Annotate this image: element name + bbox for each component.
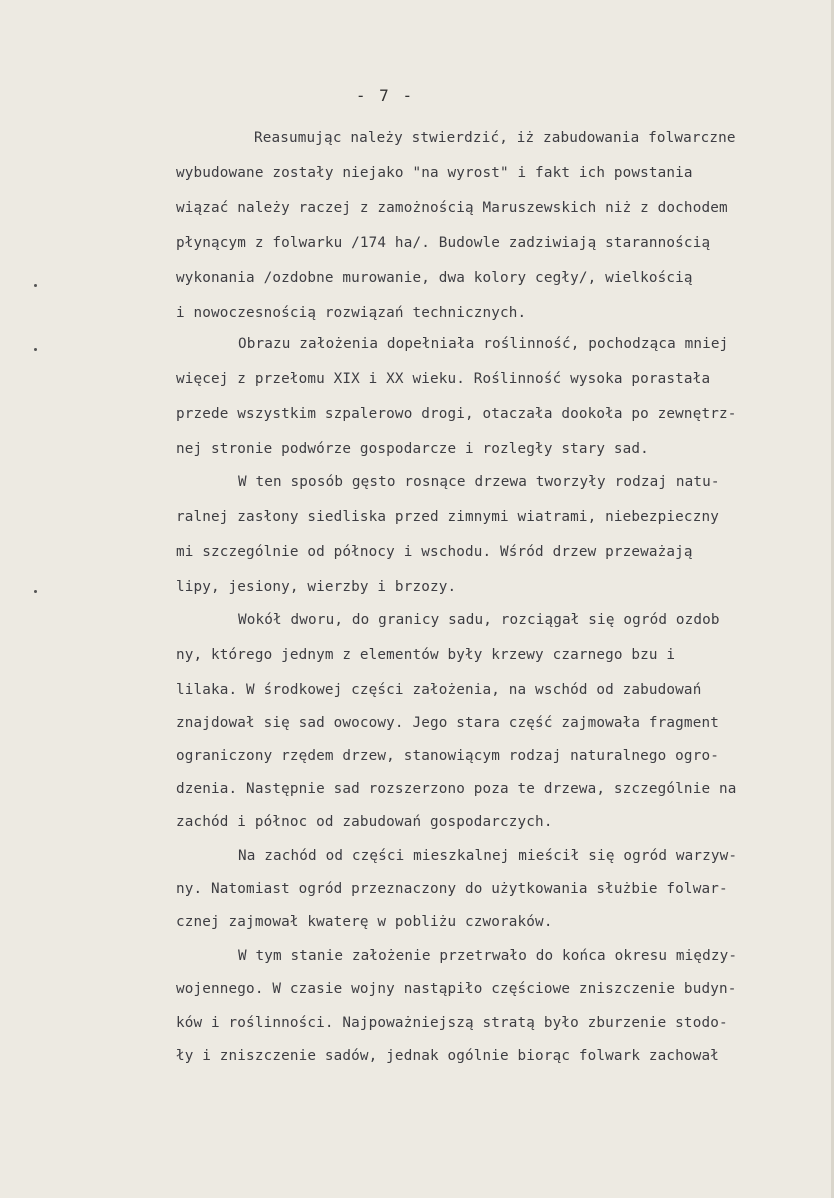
text-line: zachód i północ od zabudowań gospodarczych. bbox=[176, 814, 553, 830]
text-line: wykonania /ozdobne murowanie, dwa kolory cegły/, wielkością bbox=[176, 270, 693, 286]
margin-dot bbox=[34, 348, 37, 351]
page-number: - 7 - bbox=[355, 86, 415, 105]
text-line: Obrazu założenia dopełniała roślinność, pochodząca mniej bbox=[238, 336, 729, 352]
text-line: Reasumując należy stwierdzić, iż zabudowania folwarczne bbox=[254, 130, 736, 146]
text-line: W ten sposób gęsto rosnące drzewa tworzyły rodzaj natu- bbox=[238, 474, 720, 490]
text-line: ny, którego jednym z elementów były krzewy czarnego bzu i bbox=[176, 647, 676, 663]
text-line: więcej z przełomu XIX i XX wieku. Roślinność wysoka porastała bbox=[176, 371, 711, 387]
text-line: nej stronie podwórze gospodarcze i rozległy stary sad. bbox=[176, 441, 649, 457]
text-line: lilaka. W środkowej części założenia, na wschód od zabudowań bbox=[176, 682, 702, 698]
text-line: ograniczony rzędem drzew, stanowiącym rodzaj naturalnego ogro- bbox=[176, 748, 719, 764]
text-line: ły i zniszczenie sadów, jednak ogólnie biorąc folwark zachował bbox=[176, 1048, 719, 1064]
text-line: wybudowane zostały niejako "na wyrost" i fakt ich powstania bbox=[176, 165, 693, 181]
text-line: ny. Natomiast ogród przeznaczony do użytkowania służbie folwar- bbox=[176, 881, 728, 897]
text-line: W tym stanie założenie przetrwało do końca okresu między- bbox=[238, 948, 738, 964]
text-line: ków i roślinności. Najpoważniejszą stratą było zburzenie stodo- bbox=[176, 1015, 728, 1031]
text-line: płynącym z folwarku /174 ha/. Budowle zadziwiają starannością bbox=[176, 235, 711, 251]
text-line: Na zachód od części mieszkalnej mieścił się ogród warzyw- bbox=[238, 848, 738, 864]
text-line: lipy, jesiony, wierzby i brzozy. bbox=[176, 579, 457, 595]
text-line: i nowoczesnością rozwiązań technicznych. bbox=[176, 305, 527, 321]
text-line: znajdował się sad owocowy. Jego stara część zajmowała fragment bbox=[176, 715, 719, 731]
text-line: dzenia. Następnie sad rozszerzono poza te drzewa, szczególnie na bbox=[176, 781, 737, 797]
text-line: wojennego. W czasie wojny nastąpiło częściowe zniszczenie budyn- bbox=[176, 981, 737, 997]
margin-dot bbox=[34, 284, 37, 287]
text-line: mi szczególnie od północy i wschodu. Wśród drzew przeważają bbox=[176, 544, 693, 560]
text-line: ralnej zasłony siedliska przed zimnymi wiatrami, niebezpieczny bbox=[176, 509, 719, 525]
margin-dot bbox=[34, 590, 37, 593]
text-line: Wokół dworu, do granicy sadu, rozciągał się ogród ozdob bbox=[238, 612, 720, 628]
text-line: cznej zajmował kwaterę w pobliżu czworaków. bbox=[176, 914, 553, 930]
text-line: przede wszystkim szpalerowo drogi, otaczała dookoła po zewnętrz- bbox=[176, 406, 737, 422]
text-line: wiązać należy raczej z zamożnością Maruszewskich niż z dochodem bbox=[176, 200, 728, 216]
